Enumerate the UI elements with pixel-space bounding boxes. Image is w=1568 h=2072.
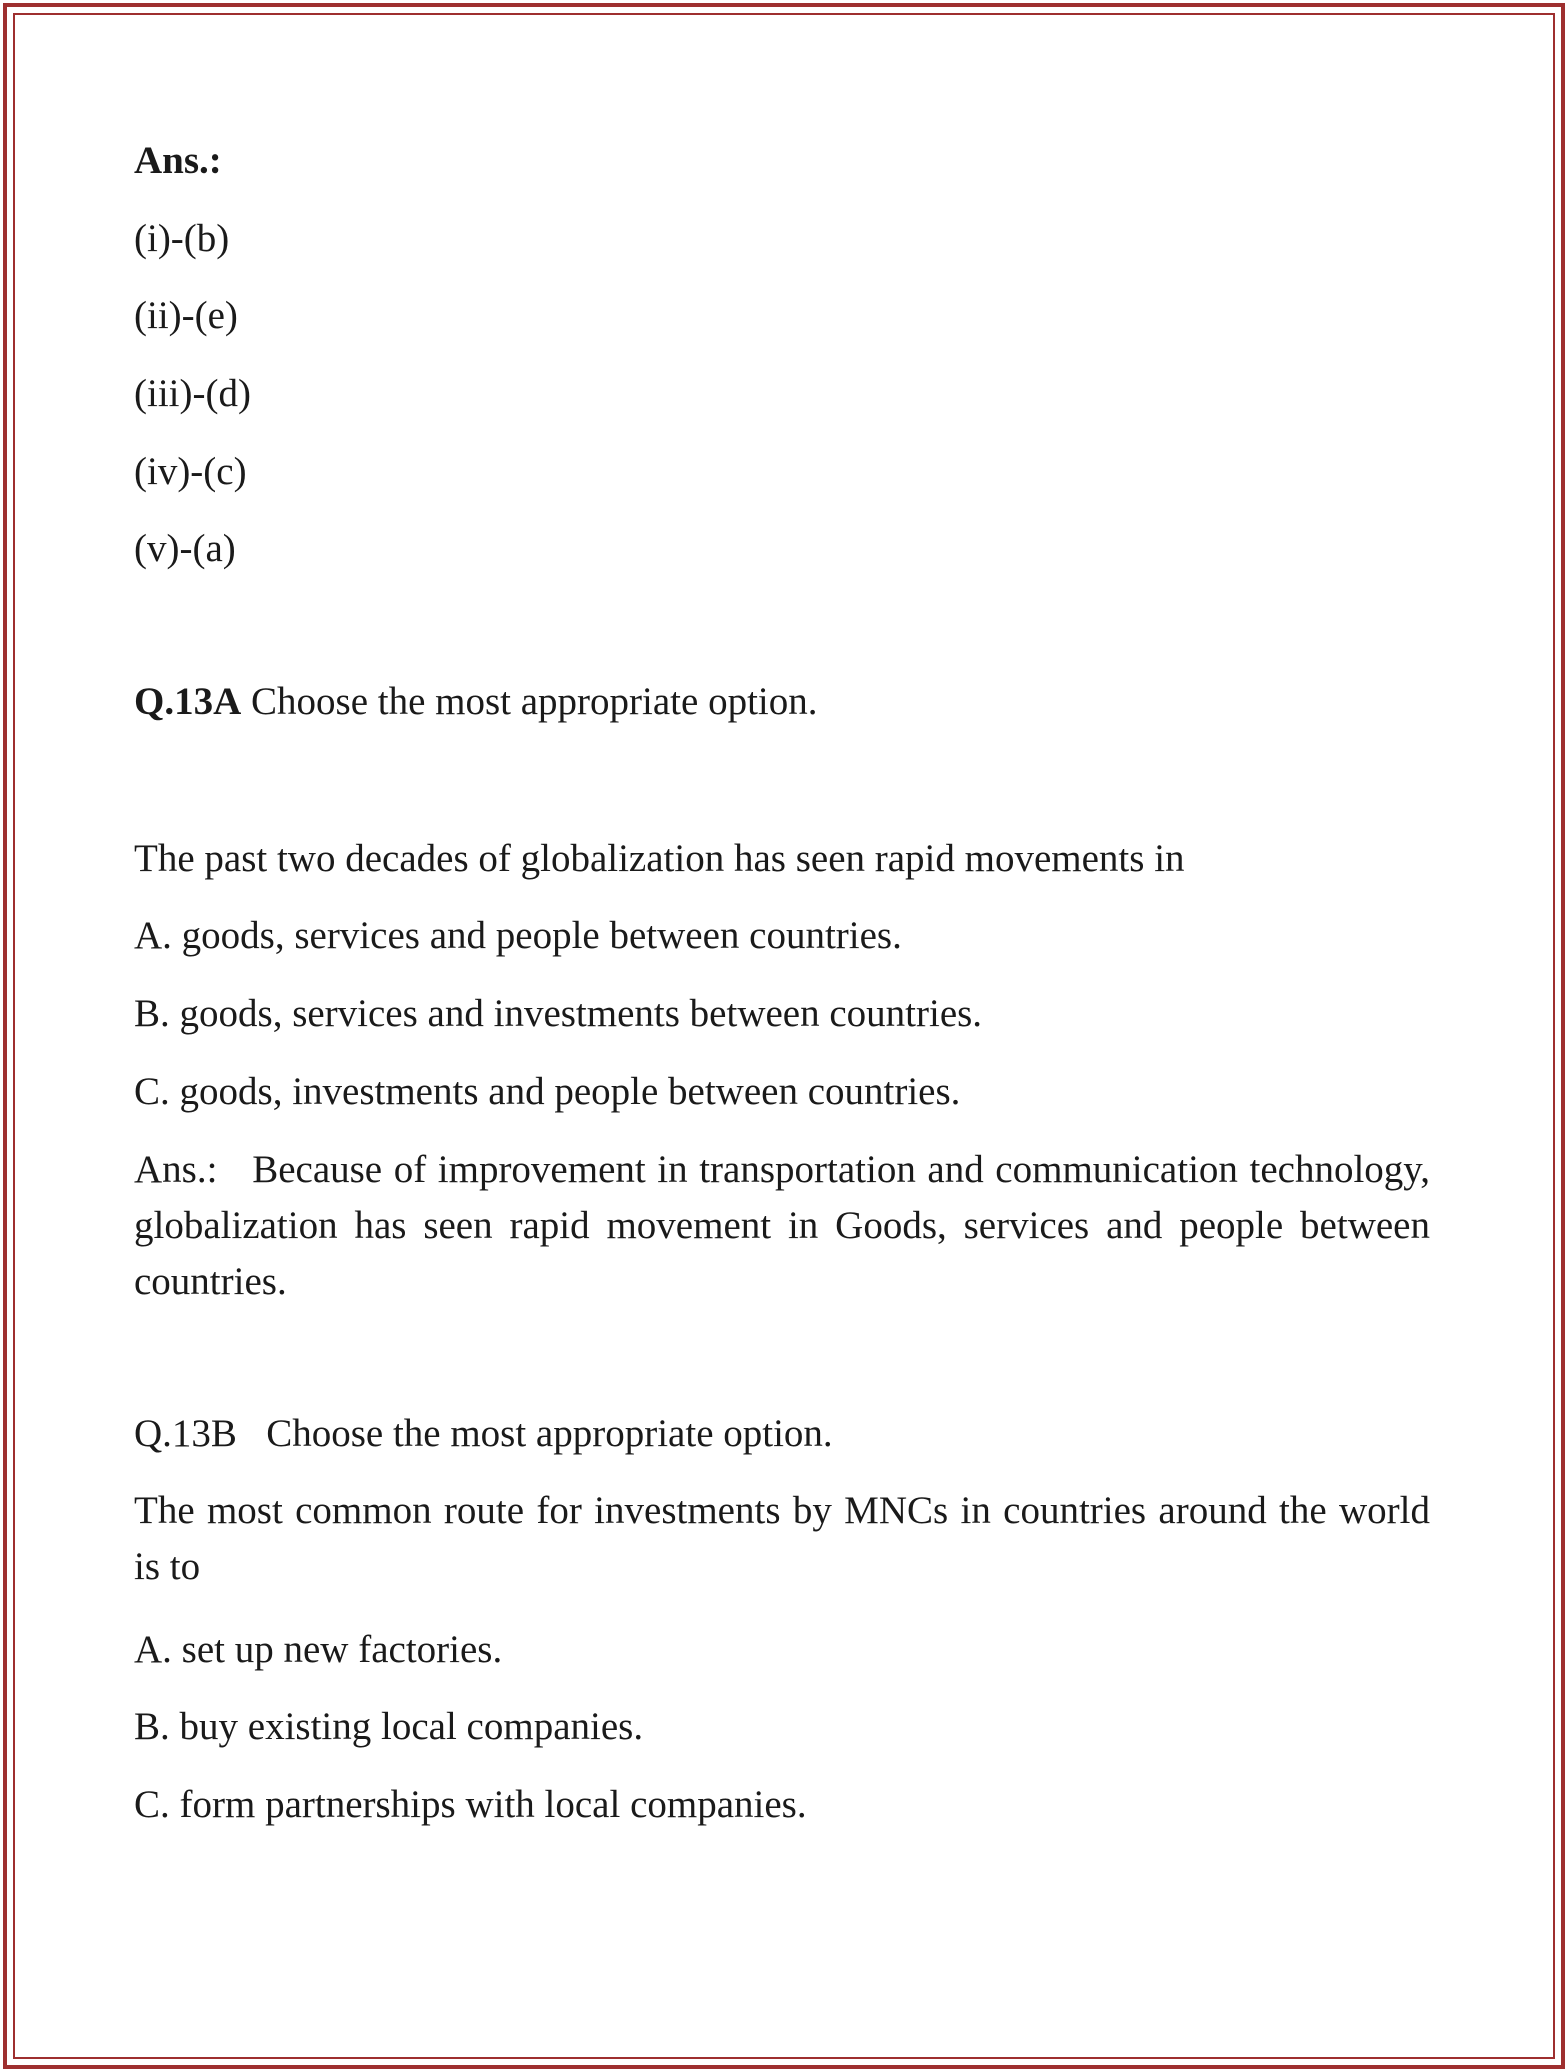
q13a-option-c: C. goods, investments and people between countries. [134, 1070, 961, 1113]
answer-item-1: (i)-(b) [134, 217, 230, 260]
answer-heading: Ans.: [134, 139, 222, 182]
q13a-option-a: A. goods, services and people between countries. [134, 914, 902, 957]
q13a-answer [134, 1142, 1430, 1310]
q13a-question: The past two decades of globalization has seen rapid movements in [134, 837, 1185, 880]
q13b-label: Q.13B [134, 1412, 237, 1455]
q13a-answer-label: Ans.: [134, 1148, 218, 1191]
q13a-heading [134, 682, 818, 721]
q13b-instruction: Choose the most appropriate option. [266, 1412, 833, 1455]
answer-item-4: (iv)-(c) [134, 450, 247, 493]
q13b-question: The most common route for investments by MNCs in countries around the world is to [134, 1489, 1430, 1588]
q13b-option-c: C. form partnerships with local companies. [134, 1783, 807, 1826]
q13a-label: Q.13A [134, 680, 242, 723]
q13a-answer-text: Because of improvement in transportation and communication technology, globalization has seen rapid movement in Goods, services and people between countries. [134, 1148, 1430, 1303]
page-border-inner [13, 13, 1555, 2059]
answer-item-3: (iii)-(d) [134, 372, 251, 415]
answer-item-2: (ii)-(e) [134, 294, 238, 337]
q13a-option-b: B. goods, services and investments between countries. [134, 992, 983, 1035]
q13b-heading [134, 1414, 833, 1453]
q13a-instruction: Choose the most appropriate option. [251, 680, 818, 723]
answer-item-5: (v)-(a) [134, 527, 236, 570]
q13b-option-b: B. buy existing local companies. [134, 1705, 644, 1748]
q13b-option-a: A. set up new factories. [134, 1628, 503, 1671]
